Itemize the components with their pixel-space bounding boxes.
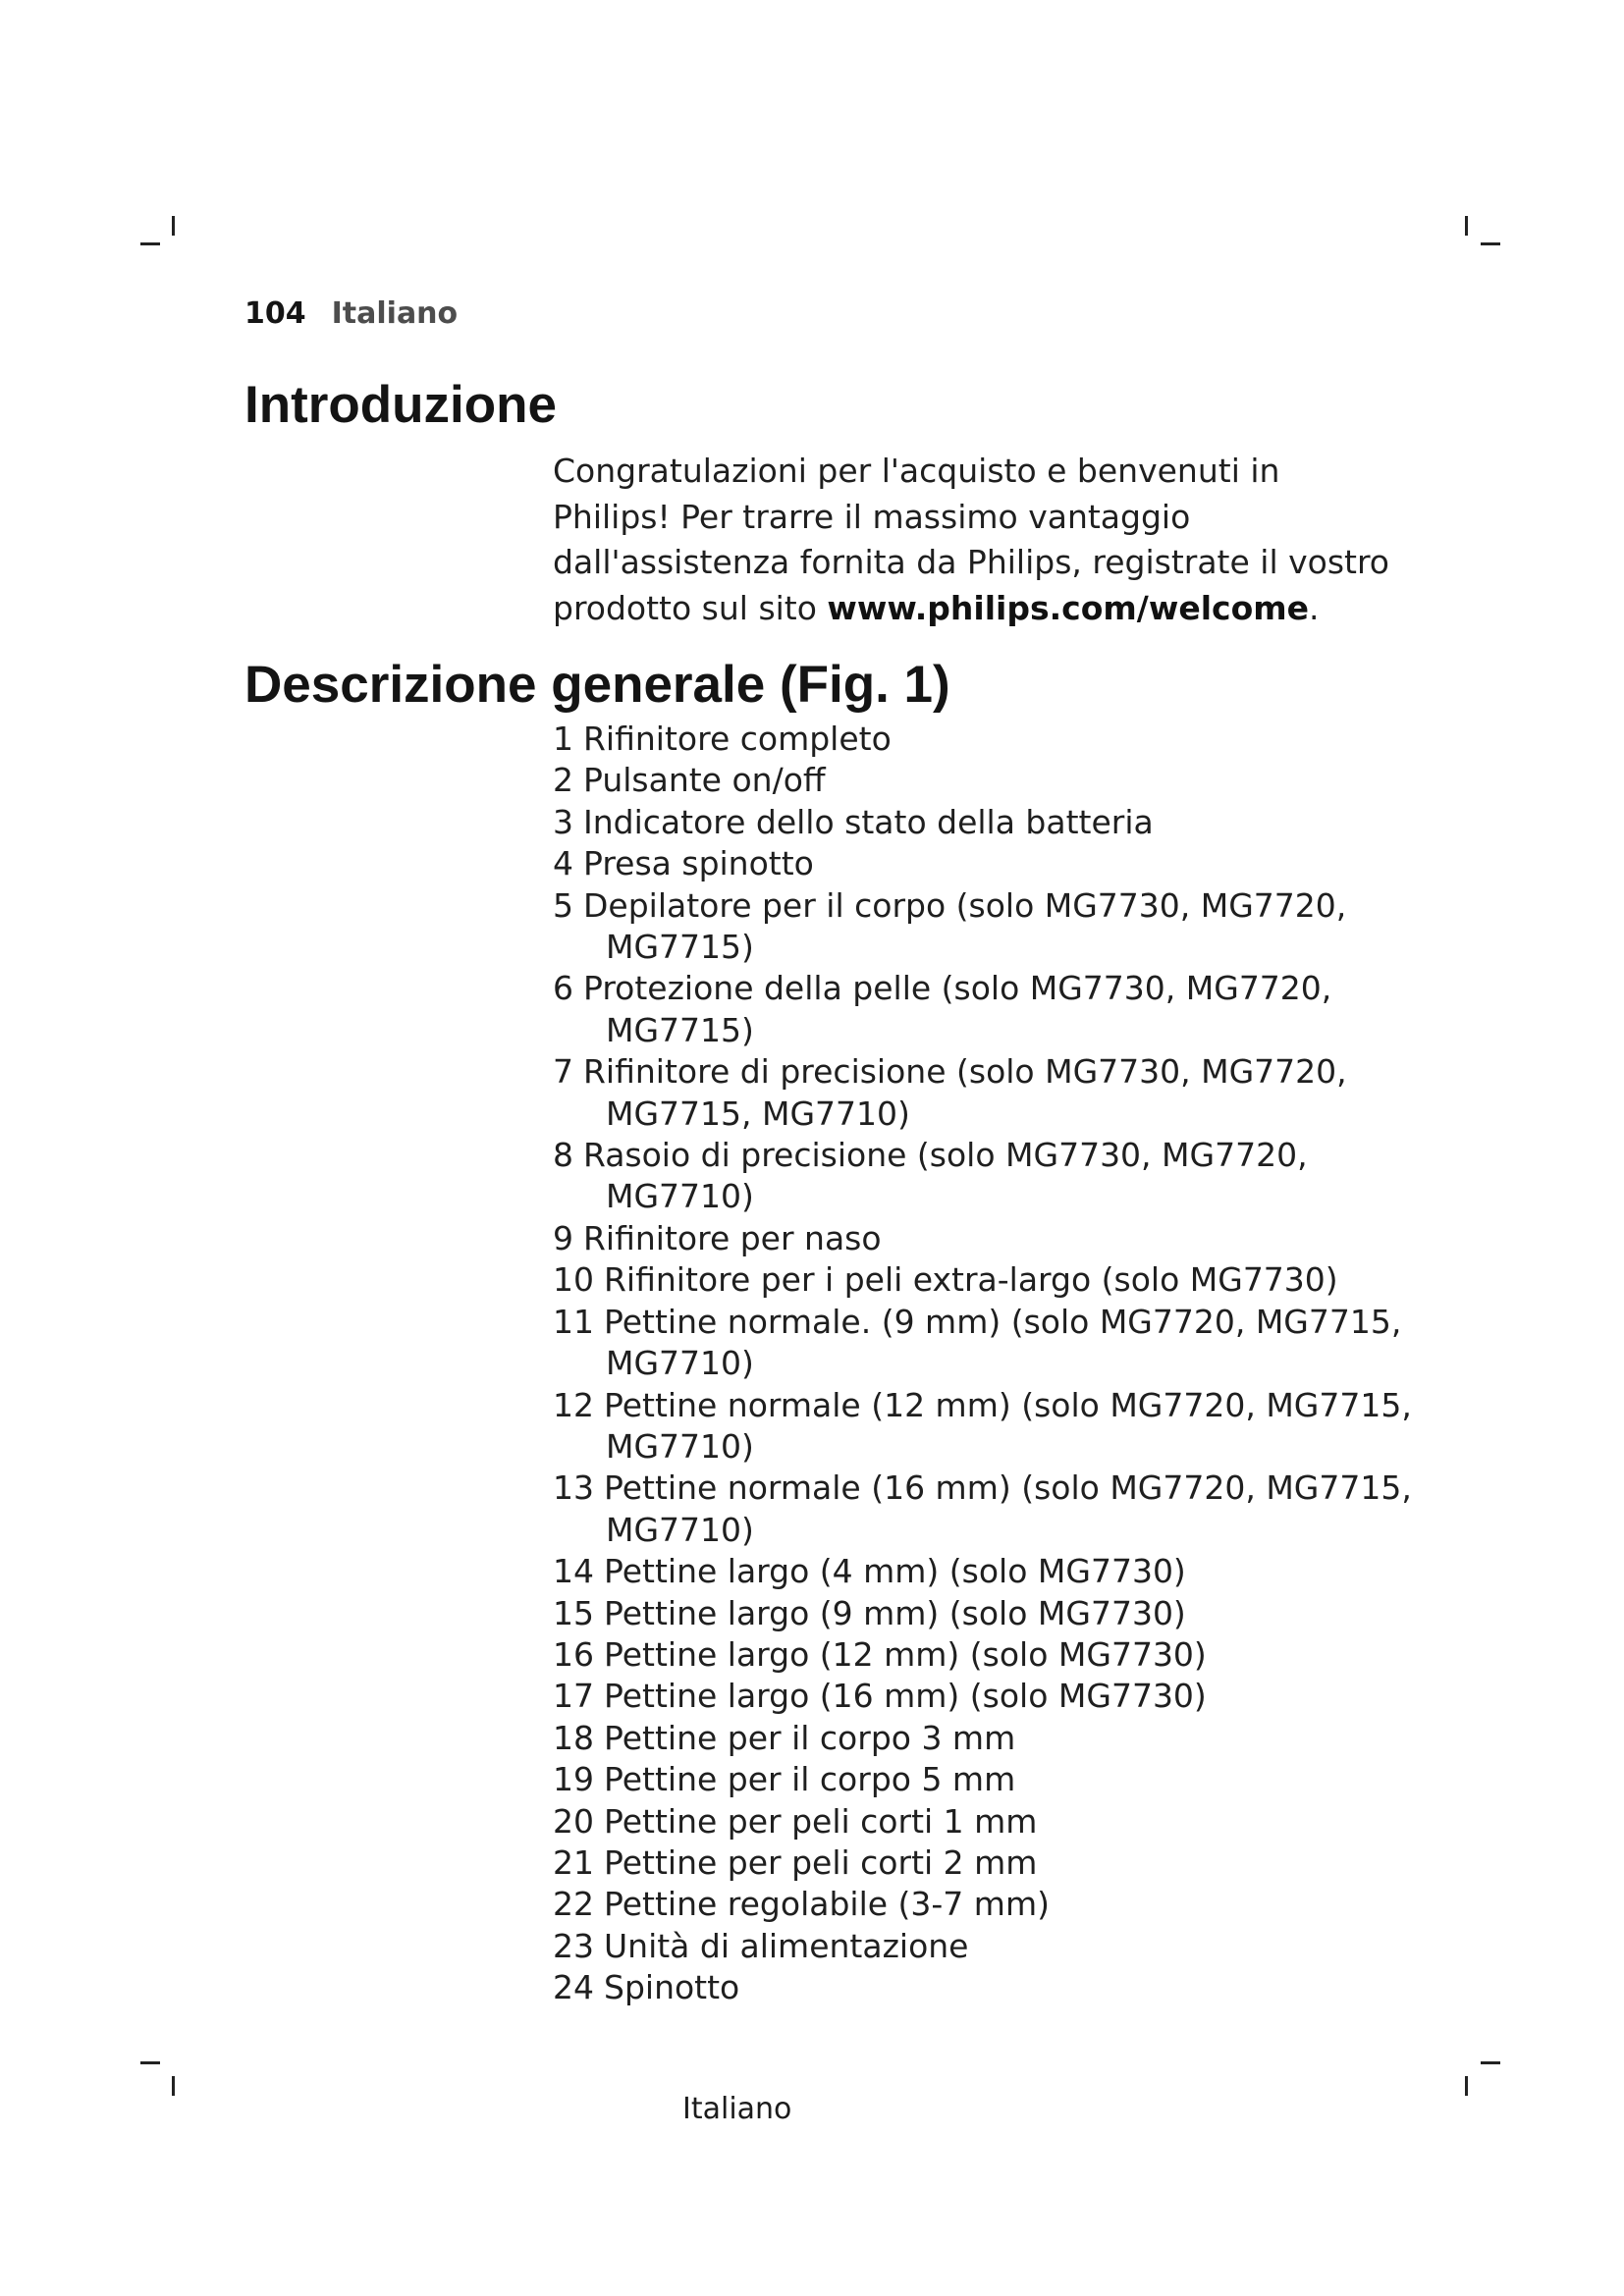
- parts-list: [553, 719, 1412, 2009]
- parts-list-item: [553, 802, 1412, 843]
- item-number: 22: [553, 1885, 594, 1924]
- intro-line-text: prodotto sul sito: [553, 588, 828, 627]
- item-label: Rifinitore per i peli extra-largo (solo MG7730): [604, 1260, 1338, 1300]
- item-label: Rifinitore completo: [583, 720, 892, 758]
- parts-list-item: [553, 1634, 1412, 1676]
- parts-list-item: [553, 1801, 1412, 1842]
- intro-line: Congratulazioni per l'acquisto e benvenuti in: [553, 452, 1280, 490]
- parts-list-item: [553, 1468, 1412, 1509]
- item-label: Pettine per il corpo 3 mm: [604, 1718, 1016, 1757]
- item-label: Indicatore dello stato della batteria: [583, 802, 1154, 841]
- item-label: Pettine largo (12 mm) (solo MG7730): [604, 1634, 1207, 1674]
- item-number: 19: [553, 1760, 594, 1799]
- item-number: 14: [553, 1552, 594, 1591]
- parts-list-item: [553, 1593, 1412, 1634]
- item-label: Pulsante on/off: [583, 761, 826, 800]
- item-label: Presa spinotto: [583, 844, 814, 883]
- item-number: 8: [553, 1136, 573, 1175]
- item-label: Pettine per peli corti 1 mm: [604, 1801, 1038, 1841]
- item-label: Depilatore per il corpo (solo MG7730, MG7720,: [583, 885, 1347, 925]
- item-label: Rifinitore di precisione (solo MG7730, MG7720,: [583, 1052, 1347, 1092]
- item-label: Pettine normale (12 mm) (solo MG7720, MG7715,: [604, 1385, 1412, 1424]
- parts-list-item: [553, 1718, 1412, 1759]
- item-number: 9: [553, 1218, 573, 1257]
- item-continuation: MG7710): [606, 1177, 754, 1216]
- item-label: Pettine regolabile (3-7 mm): [604, 1885, 1050, 1924]
- parts-list-item: [553, 968, 1412, 1009]
- parts-list-item: [553, 1259, 1412, 1301]
- parts-list-item: [553, 885, 1412, 927]
- parts-list-item: [553, 1302, 1412, 1343]
- parts-list-item: [553, 1051, 1412, 1093]
- parts-list-item: [553, 760, 1412, 801]
- parts-list-item: [553, 719, 1412, 760]
- intro-line: Philips! Per trarre il massimo vantaggio: [553, 497, 1191, 536]
- item-number: 3: [553, 802, 573, 841]
- item-label: Pettine per il corpo 5 mm: [604, 1760, 1016, 1799]
- crop-mark-top-left-vertical: [172, 216, 175, 236]
- item-number: 12: [553, 1385, 594, 1424]
- item-number: 4: [553, 844, 573, 883]
- parts-list-item: [553, 1135, 1412, 1176]
- item-label: Pettine per peli corti 2 mm: [604, 1842, 1038, 1882]
- page-number: 104: [244, 296, 306, 331]
- item-number: 23: [553, 1926, 594, 1965]
- item-label: Rifinitore per naso: [583, 1218, 882, 1257]
- item-label: Pettine normale. (9 mm) (solo MG7720, MG7715,: [604, 1302, 1402, 1341]
- crop-mark-top-left-horizontal: [140, 242, 160, 245]
- crop-mark-top-right-vertical: [1465, 216, 1468, 236]
- running-head: [244, 296, 458, 332]
- item-continuation: MG7715, MG7710): [606, 1094, 910, 1133]
- parts-list-item: [553, 1884, 1412, 1925]
- parts-list-item: [553, 1676, 1412, 1717]
- item-continuation: MG7710): [606, 1426, 754, 1466]
- item-number: 16: [553, 1634, 594, 1674]
- crop-mark-top-right-horizontal: [1481, 242, 1500, 245]
- parts-list-item: [553, 1385, 1412, 1426]
- item-number: 7: [553, 1052, 573, 1092]
- parts-list-item: [553, 1967, 1412, 2008]
- crop-mark-bottom-left-horizontal: [140, 2061, 160, 2064]
- item-number: 24: [553, 1968, 594, 2007]
- item-number: 1: [553, 720, 573, 758]
- parts-list-item: [553, 1218, 1412, 1259]
- footer-language: Italiano: [682, 2092, 792, 2126]
- intro-paragraph: [553, 449, 1389, 631]
- item-label: Pettine largo (9 mm) (solo MG7730): [604, 1593, 1186, 1632]
- item-label: Spinotto: [604, 1968, 740, 2007]
- item-label: Rasoio di precisione (solo MG7730, MG7720,: [583, 1136, 1308, 1175]
- parts-list-item: [553, 1551, 1412, 1592]
- item-number: 15: [553, 1593, 594, 1632]
- item-number: 10: [553, 1260, 594, 1300]
- item-continuation: MG7710): [606, 1510, 754, 1549]
- crop-mark-bottom-right-horizontal: [1481, 2061, 1500, 2064]
- item-number: 20: [553, 1801, 594, 1841]
- item-label: Pettine largo (16 mm) (solo MG7730): [604, 1677, 1207, 1716]
- crop-mark-bottom-left-vertical: [172, 2076, 175, 2096]
- item-label: Protezione della pelle (solo MG7730, MG7720,: [583, 969, 1332, 1008]
- parts-list-item: [553, 1926, 1412, 1967]
- running-head-language: Italiano: [331, 296, 459, 331]
- intro-url-suffix: .: [1309, 588, 1320, 627]
- item-number: 5: [553, 885, 573, 925]
- item-continuation: MG7715): [606, 928, 754, 967]
- item-label: Unità di alimentazione: [604, 1926, 969, 1965]
- parts-list-item: [553, 1842, 1412, 1884]
- item-continuation: MG7715): [606, 1010, 754, 1049]
- parts-list-item: [553, 843, 1412, 884]
- crop-mark-bottom-right-vertical: [1465, 2076, 1468, 2096]
- intro-heading: Introduzione: [244, 376, 557, 434]
- item-number: 11: [553, 1302, 594, 1341]
- philips-welcome-url: www.philips.com/welcome: [827, 588, 1310, 627]
- item-number: 17: [553, 1677, 594, 1716]
- item-number: 2: [553, 761, 573, 800]
- item-number: 21: [553, 1842, 594, 1882]
- intro-line-last: [553, 586, 1389, 632]
- item-label: Pettine largo (4 mm) (solo MG7730): [604, 1552, 1186, 1591]
- parts-list-item: [553, 1759, 1412, 1800]
- item-number: 13: [553, 1468, 594, 1508]
- item-label: Pettine normale (16 mm) (solo MG7720, MG7715,: [604, 1468, 1412, 1508]
- item-continuation: MG7710): [606, 1344, 754, 1383]
- overview-heading: Descrizione generale (Fig. 1): [244, 656, 950, 714]
- intro-line: dall'assistenza fornita da Philips, registrate il vostro: [553, 543, 1389, 581]
- item-number: 18: [553, 1718, 594, 1757]
- item-number: 6: [553, 969, 573, 1008]
